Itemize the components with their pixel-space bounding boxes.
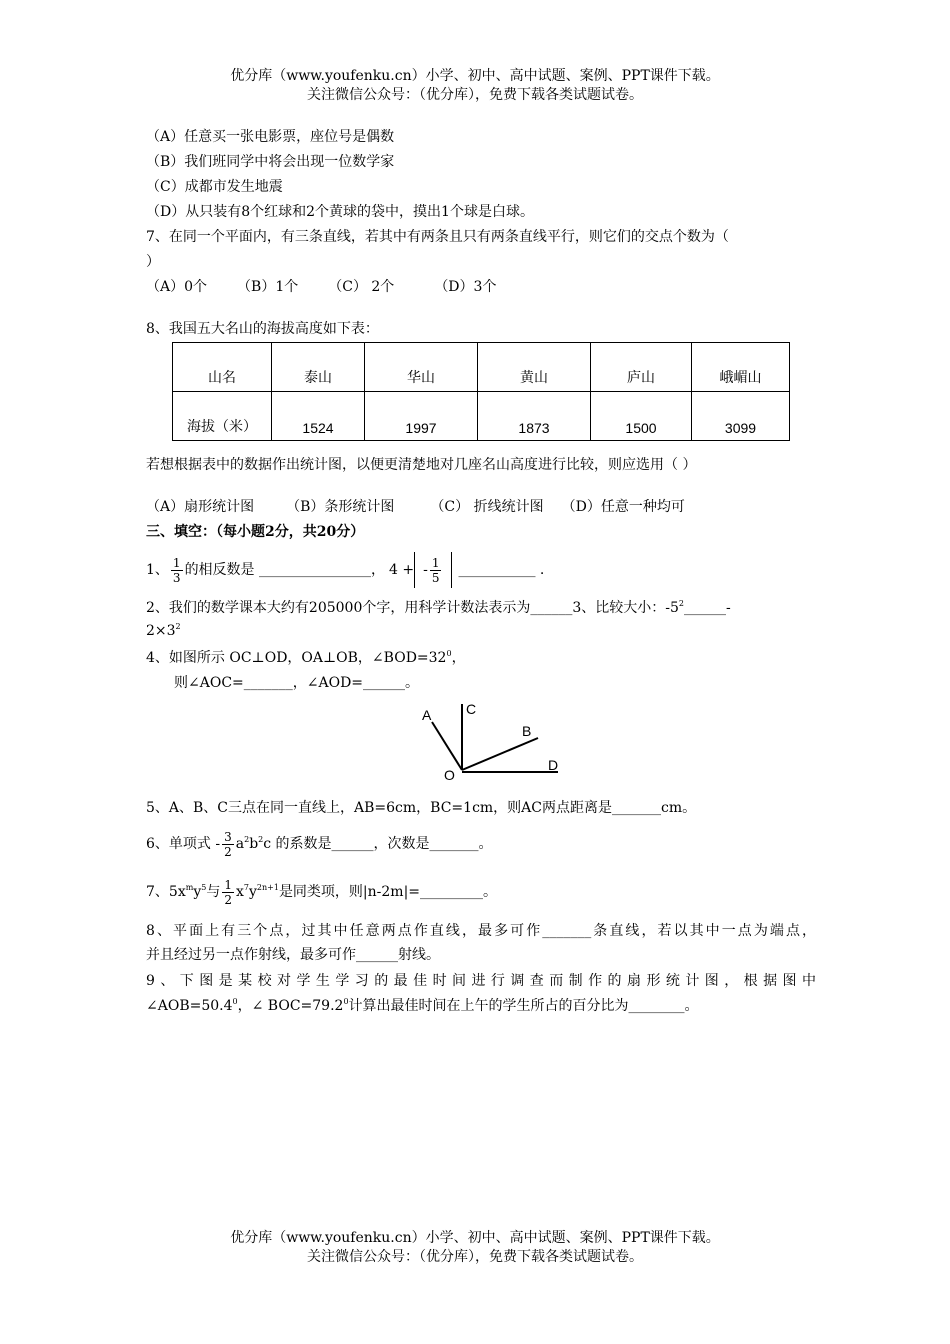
fill-9-line-1: 9、下图是某校对学生学习的最佳时间进行调查而制作的扇形统计图，根据图中	[146, 973, 816, 989]
f1-fraction-one-fifth	[430, 556, 442, 585]
f9-exp1: 0	[232, 997, 238, 1006]
q8-stem: 8、我国五大名山的海拔高度如下表：	[146, 321, 379, 337]
fill-7	[146, 872, 497, 912]
f2-exp1: 2	[678, 599, 684, 608]
f7-y: y	[193, 884, 202, 900]
f6-fraction	[222, 830, 234, 859]
table-row-label: 海拔（米）	[173, 392, 272, 441]
f1-prefix: 1、	[146, 562, 169, 578]
fill-4-line-2: 则∠AOC=_______，∠AOD=______。	[174, 675, 420, 691]
f2-line2: 2×3	[146, 623, 176, 639]
f7-x2: x	[235, 884, 244, 900]
ray-ob	[462, 738, 538, 770]
q7-option-b: （B）1个	[237, 279, 299, 295]
fill-1	[146, 550, 544, 590]
q6-option-d: （D）从只装有8个红球和2个黄球的袋中，摸出1个球是白球。	[146, 204, 534, 220]
header-line-2: 关注微信公众号：（优分库），免费下载各类试题试卷。	[307, 87, 643, 103]
table-header-cell: 华山	[365, 343, 478, 392]
q6-option-c: （C）成都市发生地震	[146, 179, 283, 195]
table-header-row	[173, 343, 790, 392]
f1-four-plus: 4 +	[389, 562, 415, 578]
f1-blank: ___________ .	[458, 562, 545, 578]
fill-9-line-2	[146, 996, 699, 1016]
f2-text: 2、我们的数学课本大约有205000个字，用科学计数法表示为______3、比较大小：-5	[146, 600, 679, 616]
f1-minus: -	[423, 562, 428, 578]
fill-5: 5、A、B、C三点在同一直线上，AB=6cm，BC=1cm，则AC两点距离是_______cm。	[146, 800, 697, 816]
q7-option-c: （C） 2个	[328, 279, 395, 295]
f9-mid: ，∠ BOC=79.2	[237, 998, 344, 1014]
f7-y2-exp: 2n+1	[256, 883, 279, 892]
q8-option-c: （C） 折线统计图	[430, 499, 544, 515]
q7-options	[146, 277, 496, 297]
f7-frac-num: 1	[224, 877, 232, 892]
f6-a-exp: 2	[244, 835, 250, 844]
f6-frac-den: 2	[224, 844, 232, 859]
table-header-cell: 黄山	[478, 343, 591, 392]
f6-post: c 的系数是______，次数是_______。	[263, 836, 493, 852]
f7-m-exp: m	[185, 883, 194, 892]
ray-oa	[432, 722, 462, 770]
table-cell: 1873	[478, 392, 591, 441]
footer-line-1: 优分库（www.youfenku.cn）小学、初中、高中试题、案例、PPT课件下载。	[230, 1230, 720, 1246]
f6-b-exp: 2	[258, 835, 264, 844]
table-cell: 1500	[591, 392, 692, 441]
q7-stem: 7、在同一个平面内，有三条直线，若其中有两条且只有两条直线平行，则它们的交点个数为（	[146, 229, 729, 245]
table-header-cell: 峨嵋山	[692, 343, 790, 392]
table-cell: 1997	[365, 392, 478, 441]
table-header-cell: 泰山	[272, 343, 365, 392]
fill-2-line-2	[146, 621, 181, 641]
f7-y-exp: 5	[201, 883, 207, 892]
table-cell: 1524	[272, 392, 365, 441]
fill-4	[146, 648, 466, 668]
f1-frac-num: 1	[172, 555, 181, 570]
table-header-cell: 庐山	[591, 343, 692, 392]
f9-pre: ∠AOB=50.4	[146, 998, 233, 1014]
mountain-table	[172, 342, 790, 441]
f4-exp: 0	[446, 649, 452, 658]
q6-option-b: （B）我们班同学中将会出现一位数学家	[146, 154, 395, 170]
f7-fraction	[222, 878, 234, 907]
q8-option-b: （B）条形统计图	[286, 499, 395, 515]
f1-frac2-num: 1	[431, 555, 440, 570]
label-b: B	[522, 723, 532, 739]
label-o: O	[444, 767, 455, 783]
table-row	[173, 392, 790, 441]
f2-text-end: ______-	[684, 600, 731, 616]
table-header-cell: 山名	[173, 343, 272, 392]
f1-absolute-value	[414, 552, 452, 588]
fill-2	[146, 598, 731, 618]
f1-frac-den: 3	[172, 570, 181, 585]
fill-8-line-1: 8、平面上有三个点，过其中任意两点作直线，最多可作_______条直线，若以其中一点为端点，	[146, 923, 816, 939]
header-line-1: 优分库（www.youfenku.cn）小学、初中、高中试题、案例、PPT课件下载。	[230, 68, 720, 84]
fill-6	[146, 824, 493, 864]
f4-line1-end: ，	[451, 650, 466, 666]
f7-pre: 7、5x	[146, 884, 186, 900]
section-3-title: 三、填空：（每小题2分，共20分）	[146, 524, 365, 540]
fill-8-line-2: 并且经过另一点作射线，最多可作______射线。	[146, 947, 440, 963]
f1-fraction-one-third	[171, 556, 183, 585]
f4-line1: 4、如图所示 OC⊥OD，OA⊥OB，∠BOD=32	[146, 650, 447, 666]
label-a: A	[422, 707, 432, 723]
f7-x2-exp: 7	[243, 883, 249, 892]
q7-option-d: （D）3个	[434, 279, 497, 295]
f6-a: a	[235, 836, 245, 852]
label-d: D	[548, 757, 559, 773]
q8-question: 若想根据表中的数据作出统计图，以便更清楚地对几座名山高度进行比较，则应选用（ ）	[146, 457, 697, 473]
f6-b: b	[249, 836, 259, 852]
label-c: C	[466, 701, 477, 717]
f7-with: 与	[206, 884, 221, 900]
f2-exp2: 2	[175, 622, 181, 631]
q7-option-a: （A）0个	[146, 279, 208, 295]
q8-option-d: （D）任意一种均可	[561, 499, 685, 515]
f7-y2: y	[248, 884, 257, 900]
f6-pre: 6、单项式 -	[146, 836, 221, 852]
f7-frac-den: 2	[224, 892, 232, 907]
f6-frac-num: 3	[224, 829, 232, 844]
f7-post: 是同类项，则|n-2m|=_________。	[278, 884, 498, 900]
angle-figure	[418, 700, 568, 784]
f1-frac2-den: 5	[431, 570, 440, 585]
footer-line-2: 关注微信公众号：（优分库），免费下载各类试题试卷。	[307, 1249, 643, 1265]
f9-exp2: 0	[343, 997, 349, 1006]
f1-text: 的相反数是 ________________，	[184, 562, 386, 578]
q8-option-a: （A）扇形统计图	[146, 499, 255, 515]
f9-end: 计算出最佳时间在上午的学生所占的百分比为________。	[348, 998, 699, 1014]
q8-options	[146, 497, 685, 517]
table-cell: 3099	[692, 392, 790, 441]
q6-option-a: （A）任意买一张电影票，座位号是偶数	[146, 129, 395, 145]
q7-stem-end: ）	[146, 254, 160, 270]
